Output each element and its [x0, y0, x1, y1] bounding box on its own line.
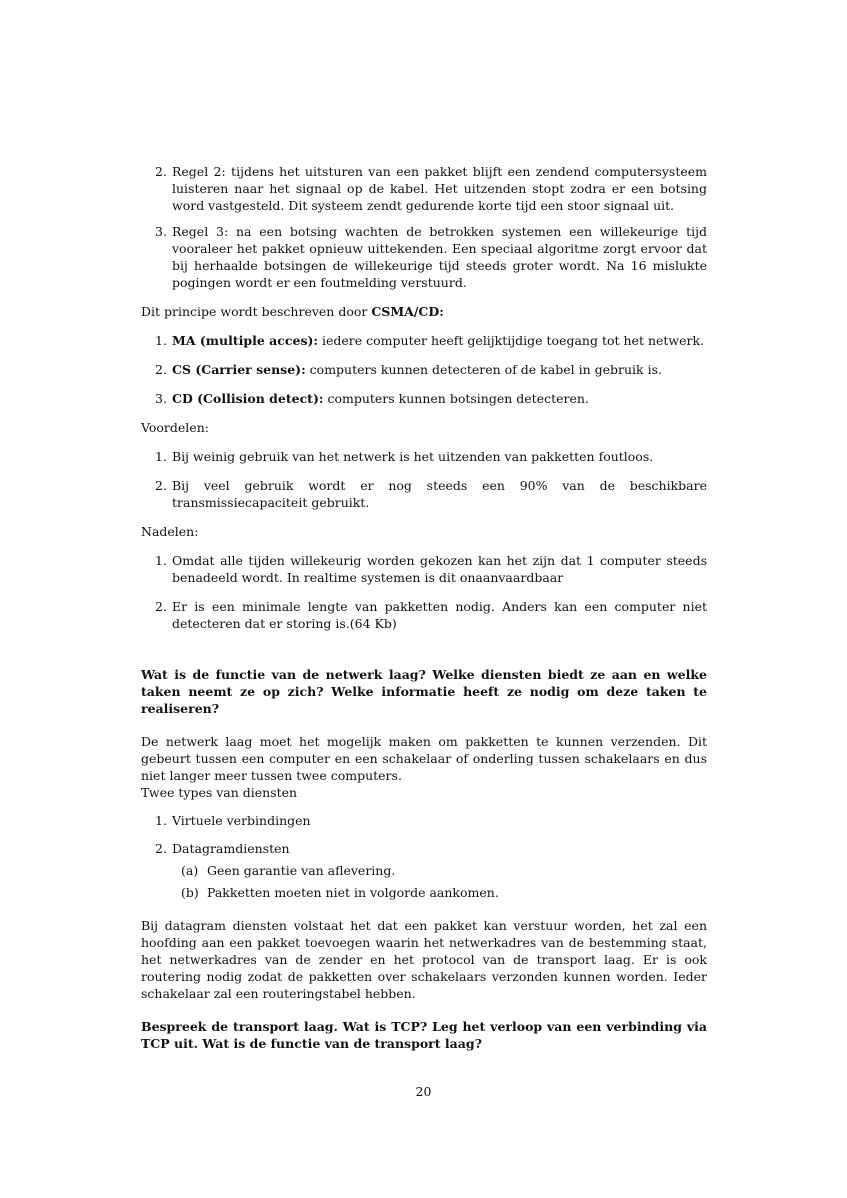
list-term: MA (multiple acces):: [172, 333, 319, 348]
list-text: Omdat alle tijden willekeurig worden gekozen kan het zijn dat 1 computer steeds benadeeld wordt. In realtime systemen is dit onaanvaardbaar: [172, 553, 707, 585]
list-number: 2.: [155, 841, 167, 856]
page-content: [141, 163, 707, 1052]
page-number: 20: [415, 1084, 432, 1099]
list-text: computers kunnen botsingen detecteren.: [323, 391, 589, 406]
list-number: 1.: [155, 553, 167, 568]
list-number: 2.: [155, 362, 167, 377]
list-text: Regel 2: tijdens het uitsturen van een pakket blijft een zendend computersysteem luisteren naar het signaal op de kabel. Het uitzenden stopt zodra er een botsing word vastgesteld. Dit systeem zendt gedurende korte tijd een stoor signaal uit.: [172, 164, 707, 213]
list-number: 2.: [155, 478, 167, 493]
list-item: [141, 223, 707, 291]
list-item: [141, 163, 707, 214]
sub-list-item: [141, 862, 707, 879]
sub-list-text: Pakketten moeten niet in volgorde aankomen.: [207, 885, 499, 900]
list-text: Bij weinig gebruik van het netwerk is het uitzenden van pakketten foutloos.: [172, 449, 654, 464]
list-number: 1.: [155, 449, 167, 464]
list-text: iedere computer heeft gelijktijdige toegang tot het netwerk.: [318, 333, 705, 348]
list-item: [141, 812, 707, 829]
sub-list-marker: (a): [181, 863, 199, 878]
list-item: [141, 361, 707, 378]
services-intro: Twee types van diensten: [141, 785, 298, 800]
list-text: Er is een minimale lengte van pakketten nodig. Anders kan een computer niet detecteren dat er storing is.(64 Kb): [172, 599, 707, 631]
list-number: 2.: [155, 164, 167, 179]
question-transport-layer: Bespreek de transport laag. Wat is TCP? Leg het verloop van een verbinding via TCP uit. Wat is de functie van de transport laag?: [141, 1019, 707, 1051]
list-text: computers kunnen detecteren of de kabel in gebruik is.: [305, 362, 662, 377]
list-item: [141, 390, 707, 407]
list-item: [141, 840, 707, 857]
list-item: [141, 448, 707, 465]
list-text: Bij veel gebruik wordt er nog steeds een 90% van de beschikbare transmissiecapaciteit gebruikt.: [172, 478, 707, 510]
sub-list-marker: (b): [181, 885, 199, 900]
list-number: 3.: [155, 224, 167, 239]
list-number: 1.: [155, 813, 167, 828]
sub-list-item: [141, 884, 707, 901]
list-number: 3.: [155, 391, 167, 406]
list-item: [141, 552, 707, 586]
list-item: [141, 598, 707, 632]
question-network-layer: Wat is de functie van de netwerk laag? Welke diensten biedt ze aan en welke taken neemt ze op zich? Welke informatie heeft ze nodig om deze taken te realiseren?: [141, 667, 707, 716]
list-text: Virtuele verbindingen: [172, 813, 311, 828]
list-number: 1.: [155, 333, 167, 348]
principle-text: Dit principe wordt beschreven door: [141, 304, 372, 319]
datagram-paragraph: Bij datagram diensten volstaat het dat een pakket kan verstuur worden, het zal een hoofding aan een pakket toevoegen waarin het netwerkadres van de bestemming staat, het netwerkadres van de zender en het protocol van de transport laag. Er is ook routering nodig zodat de pakketten over schakelaars verzonden kunnen worden. Ieder schakelaar zal een routeringstabel hebben.: [141, 918, 707, 1001]
voordelen-label: Voordelen:: [141, 420, 209, 435]
list-term: CD (Collision detect):: [172, 391, 324, 406]
list-number: 2.: [155, 599, 167, 614]
list-text: Datagramdiensten: [172, 841, 290, 856]
list-text: Regel 3: na een botsing wachten de betrokken systemen een willekeurige tijd vooraleer het pakket opnieuw uittekenden. Een speciaal algoritme zorgt ervoor dat bij herhaalde botsingen de willekeurige tijd steeds groter wordt. Na 16 mislukte pogingen wordt er een foutmelding verstuurd.: [172, 224, 707, 290]
nadelen-label: Nadelen:: [141, 524, 199, 539]
answer-network-paragraph: De netwerk laag moet het mogelijk maken om pakketten te kunnen verzenden. Dit gebeurt tussen een computer en een schakelaar of onderling tussen schakelaars en dus niet langer meer tussen twee computers.: [141, 734, 707, 783]
principle-paragraph: [141, 303, 707, 320]
list-item: [141, 477, 707, 511]
principle-term: CSMA/CD:: [371, 304, 444, 319]
sub-list-text: Geen garantie van aflevering.: [207, 863, 396, 878]
list-term: CS (Carrier sense):: [172, 362, 306, 377]
list-item: [141, 332, 707, 349]
